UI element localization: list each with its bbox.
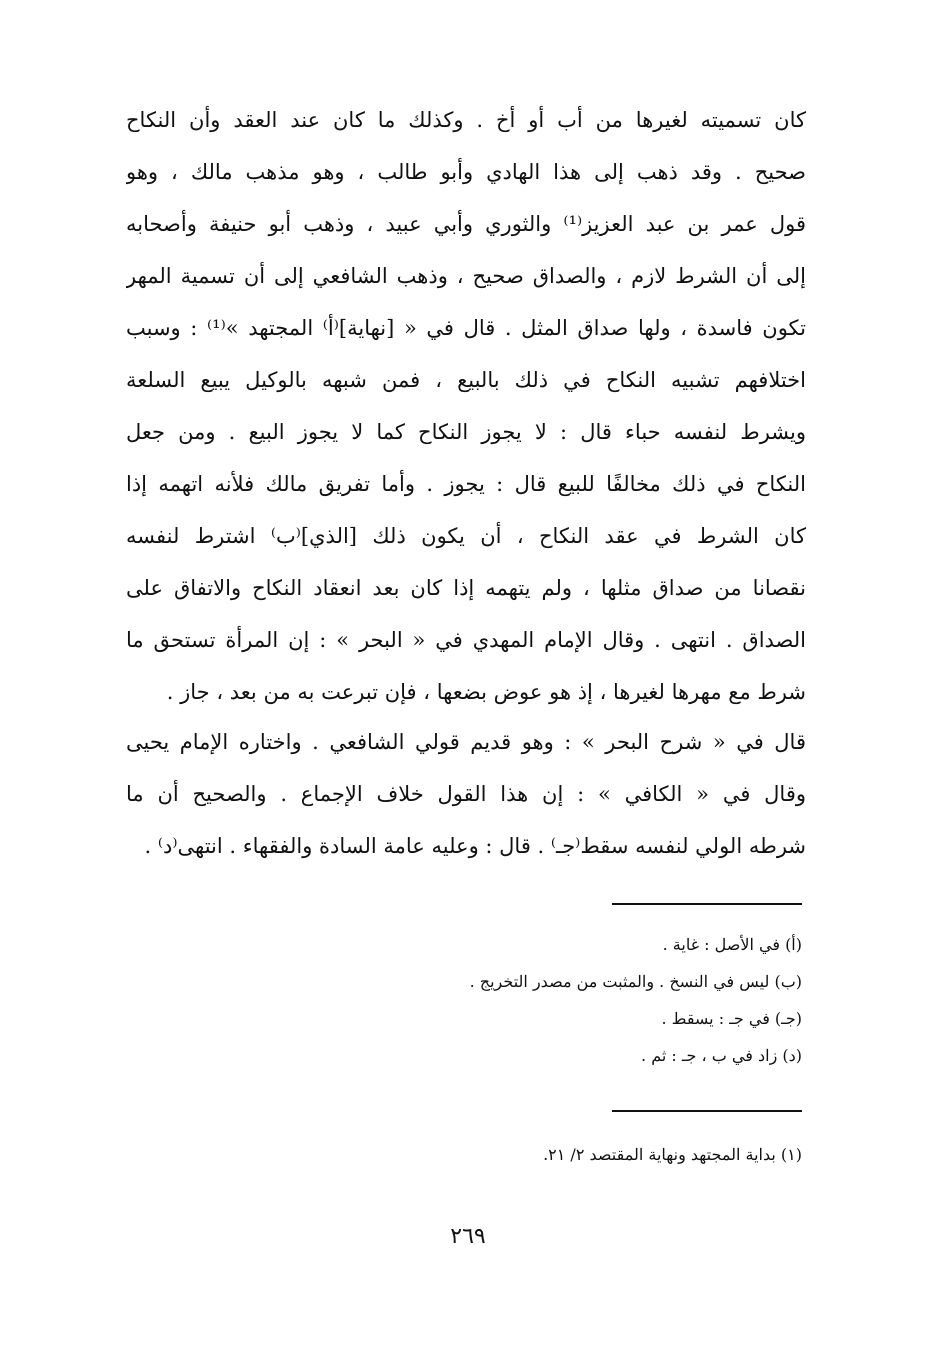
text-line: تكون فاسدة ، ولها صداق المثل . قال في « [نهاية]⁽أ⁾ المجتهد »⁽¹⁾ : وسبب	[126, 316, 806, 340]
main-paragraph-2	[126, 716, 806, 872]
footnote: (ب) ليس في النسخ . والمثبت من مصدر التخريج .	[469, 972, 802, 991]
main-paragraph-1	[126, 94, 806, 718]
text-line: قال في « شرح البحر » : وهو قديم قولي الشافعي . واختاره الإمام يحيى	[126, 730, 806, 754]
text-line: كان الشرط في عقد النكاح ، أن يكون ذلك [الذي]⁽ب⁾ اشترط لنفسه	[126, 524, 806, 548]
text-line: كان تسميته لغيرها من أب أو أخ . وكذلك ما كان عند العقد وأن النكاح	[126, 108, 806, 132]
text-line: اختلافهم تشبيه النكاح في ذلك بالبيع ، فمن شبهه بالوكيل يبيع السلعة	[126, 368, 806, 392]
page-number: ٢٦٩	[450, 1224, 486, 1249]
text-line: نقصانا من صداق مثلها ، ولم يتهمه إذا كان بعد انعقاد النكاح والاتفاق على	[126, 576, 806, 600]
text-line: إلى أن الشرط لازم ، والصداق صحيح ، وذهب الشافعي إلى أن تسمية المهر	[126, 264, 806, 288]
text-line: الصداق . انتهى . وقال الإمام المهدي في « البحر » : إن المرأة تستحق ما	[126, 628, 806, 652]
footnote: (أ) في الأصل : غاية .	[662, 935, 802, 954]
text-line: شرطه الولي لنفسه سقط⁽جـ⁾ . قال : وعليه عامة السادة والفقهاء . انتهى⁽د⁾ .	[144, 834, 806, 858]
footnote: (د) زاد في ب ، جـ : ثم .	[641, 1046, 802, 1065]
text-line: قول عمر بن عبد العزيز⁽¹⁾ والثوري وأبي عبيد ، وذهب أبو حنيفة وأصحابه	[126, 212, 806, 236]
text-line: ويشرط لنفسه حباء قال : لا يجوز النكاح كما لا يجوز البيع . ومن جعل	[126, 420, 806, 444]
text-line: وقال في « الكافي » : إن هذا القول خلاف الإجماع . والصحيح أن ما	[126, 782, 806, 806]
footnote-divider	[612, 903, 802, 905]
source-footnotes	[122, 1136, 802, 1173]
footnote: (جـ) في جـ : يسقط .	[661, 1009, 802, 1028]
footnote-divider	[612, 1110, 802, 1112]
text-line: صحيح . وقد ذهب إلى هذا الهادي وأبو طالب ، وهو مذهب مالك ، وهو	[126, 160, 806, 184]
footnote: (١) بداية المجتهد ونهاية المقتصد ٢/ ٢١.	[543, 1145, 802, 1164]
text-line: شرط مع مهرها لغيرها ، إذ هو عوض بضعها ، فإن تبرعت به من بعد ، جاز .	[166, 680, 806, 704]
variant-footnotes	[122, 926, 802, 1074]
text-line: النكاح في ذلك مخالفًا للبيع قال : يجوز . وأما تفريق مالك فلأنه اتهمه إذا	[126, 472, 806, 496]
